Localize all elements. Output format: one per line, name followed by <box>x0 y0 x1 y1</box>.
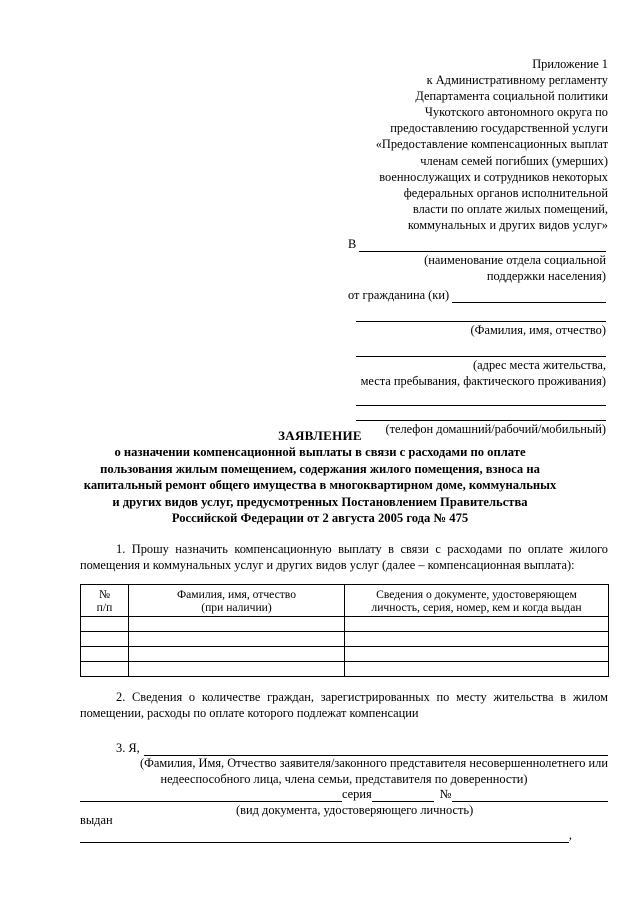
persons-table <box>80 584 609 677</box>
address-field-2[interactable] <box>356 393 606 406</box>
issued-by-field[interactable] <box>80 830 569 843</box>
citizen-name-field-2[interactable] <box>356 309 606 322</box>
statement-subtitle-line: капитальный ремонт общего имущества в многоквартирном доме, коммунальных <box>83 478 557 493</box>
table-cell[interactable] <box>345 662 609 677</box>
statement-subtitle-line: о назначении компенсационной выплаты в связи с расходами по оплате <box>114 445 526 460</box>
appendix-line: предоставлению государственной услуги <box>390 121 608 136</box>
table-row <box>81 632 609 647</box>
table-cell[interactable] <box>345 617 609 632</box>
number-label: № <box>439 787 452 801</box>
table-cell[interactable] <box>81 647 129 662</box>
to-row <box>348 236 606 252</box>
to-caption: (наименование отдела социальной <box>424 253 606 267</box>
series-label: серия <box>342 787 372 801</box>
to-label: В <box>348 237 357 251</box>
table-cell[interactable] <box>129 617 345 632</box>
table-cell[interactable] <box>129 662 345 677</box>
appendix-line: Приложение 1 <box>532 57 608 71</box>
statement-subtitle-line: Российской Федерации от 2 августа 2005 года № 475 <box>171 511 469 526</box>
document-type-field[interactable] <box>80 789 342 802</box>
issued-row <box>80 827 572 843</box>
trailing-comma: , <box>568 828 572 842</box>
table-row <box>81 662 609 677</box>
table-row <box>81 647 609 662</box>
address-block <box>348 236 606 437</box>
address-caption: места пребывания, фактического проживания) <box>360 374 606 388</box>
table-cell[interactable] <box>81 662 129 677</box>
appendix-line: «Предоставление компенсационных выплат <box>375 137 608 152</box>
number-field[interactable] <box>452 789 608 802</box>
paragraph-2 <box>80 689 608 721</box>
appendix-line: Департамента социальной политики <box>415 89 608 104</box>
statement-subtitle-line: и других видов услуг, предусмотренных Постановлением Правительства <box>112 494 528 509</box>
applicant-label: 3. Я, <box>116 741 140 755</box>
header-full-name: Фамилия, имя, отчество (при наличии) <box>129 585 345 617</box>
header-document-info: Сведения о документе, удостоверяющем личность, серия, номер, кем и когда выдан <box>345 585 609 617</box>
paragraph-1 <box>80 541 608 573</box>
statement-heading: ЗАЯВЛЕНИЕ <box>278 428 362 443</box>
appendix-line: Чукотского автономного округа по <box>424 105 608 120</box>
table-cell[interactable] <box>81 617 129 632</box>
series-field[interactable] <box>372 789 434 802</box>
appendix-line: власти по оплате жилых помещений, <box>412 201 608 216</box>
appendix-line: членам семей погибших (умерших) <box>420 153 608 168</box>
address-field[interactable] <box>356 344 606 357</box>
table-cell[interactable] <box>129 632 345 647</box>
appendix-line: федеральных органов исполнительной <box>403 185 608 200</box>
document-caption: (вид документа, удостоверяющего личность) <box>236 803 474 817</box>
statement-title <box>60 428 580 526</box>
citizen-name-field[interactable] <box>452 290 606 303</box>
document-row <box>80 786 608 802</box>
paragraph-1-text: 1. Прошу назначить компенсационную выплату в связи с расходами по оплате жилого помещения и коммунальных услуг и других видов услуг (далее – компенсационная выплата): <box>80 542 608 572</box>
appendix-line: коммунальных и других видов услуг» <box>407 217 608 232</box>
to-caption: поддержки населения) <box>486 269 606 283</box>
phone-caption: (телефон домашний/рабочий/мобильный) <box>385 422 606 436</box>
name-caption: (Фамилия, имя, отчество) <box>470 323 606 337</box>
paragraph-2-text: 2. Сведения о количестве граждан, зарегистрированных по месту жительства в жилом помещении, расходы по оплате которого подлежат компенсации <box>80 690 608 720</box>
applicant-caption: (Фамилия, Имя, Отчество заявителя/законного представителя несовершеннолетнего или <box>139 756 608 770</box>
address-caption: (адрес места жительства, <box>473 358 606 372</box>
table-cell[interactable] <box>129 647 345 662</box>
phone-field[interactable] <box>356 408 606 421</box>
appendix-line: военнослужащих и сотрудников некоторых <box>379 169 608 184</box>
applicant-row <box>116 740 608 756</box>
appendix-header <box>318 56 608 233</box>
table-header-row <box>81 585 609 617</box>
table-row <box>81 617 609 632</box>
statement-subtitle-line: пользования жилым помещением, содержания жилого помещения, взноса на <box>100 461 540 476</box>
table-cell[interactable] <box>81 632 129 647</box>
table-cell[interactable] <box>345 632 609 647</box>
table-cell[interactable] <box>345 647 609 662</box>
from-label: от гражданина (ки) <box>348 288 450 302</box>
issued-label: выдан <box>80 813 113 827</box>
applicant-caption: недееспособного лица, члена семьи, представителя по доверенности) <box>160 772 528 786</box>
to-department-field[interactable] <box>359 239 606 252</box>
header-number: № п/п <box>81 585 129 617</box>
appendix-line: к Административному регламенту <box>426 73 608 88</box>
from-row <box>348 287 606 303</box>
